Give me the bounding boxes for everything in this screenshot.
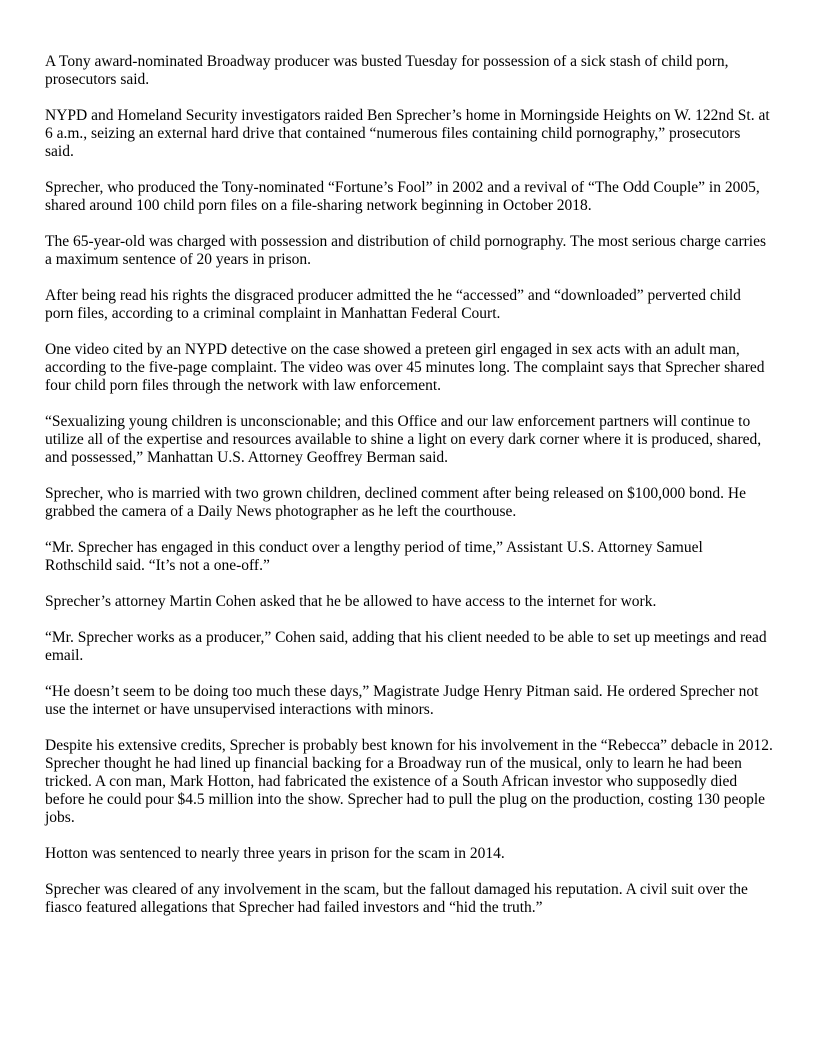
article-body (45, 53, 773, 935)
paragraph-10: Sprecher’s attorney Martin Cohen asked that he be allowed to have access to the internet for work. (45, 593, 657, 610)
paragraph-6: One video cited by an NYPD detective on the case showed a preteen girl engaged in sex acts with an adult man, according to the five-page complaint. The video was over 45 minutes long. The complaint says that Sprecher shared four child porn files through the network with law enforcement. (45, 341, 765, 394)
paragraph-1: A Tony award-nominated Broadway producer was busted Tuesday for possession of a sick stash of child porn, prosecutors said. (45, 53, 729, 88)
paragraph-7: “Sexualizing young children is unconscionable; and this Office and our law enforcement partners will continue to utilize all of the expertise and resources available to shine a light on every dark corner where it is produced, shared, and possessed,” Manhattan U.S. Attorney Geoffrey Berman said. (45, 413, 762, 466)
paragraph-15: Sprecher was cleared of any involvement in the scam, but the fallout damaged his reputation. A civil suit over the fiasco featured allegations that Sprecher had failed investors and “hid the truth.” (45, 881, 748, 916)
paragraph-9: “Mr. Sprecher has engaged in this conduct over a lengthy period of time,” Assistant U.S. Attorney Samuel Rothschild said. “It’s not a one-off.” (45, 539, 703, 574)
paragraph-5: After being read his rights the disgraced producer admitted the he “accessed” and “downloaded” perverted child porn files, according to a criminal complaint in Manhattan Federal Court. (45, 287, 741, 322)
paragraph-14: Hotton was sentenced to nearly three years in prison for the scam in 2014. (45, 845, 505, 862)
paragraph-3: Sprecher, who produced the Tony-nominated “Fortune’s Fool” in 2002 and a revival of “The Odd Couple” in 2005, shared around 100 child porn files on a file-sharing network beginning in October 2018. (45, 179, 760, 214)
paragraph-13: Despite his extensive credits, Sprecher is probably best known for his involvement in the “Rebecca” debacle in 2012. Sprecher thought he had lined up financial backing for a Broadway run of the musical, only to learn he had been tricked. A con man, Mark Hotton, had fabricated the existence of a South African investor who supposedly died before he could pour $4.5 million into the show. Sprecher had to pull the plug on the production, costing 130 people jobs. (45, 737, 773, 826)
paragraph-4: The 65-year-old was charged with possession and distribution of child pornography. The most serious charge carries a maximum sentence of 20 years in prison. (45, 233, 766, 268)
paragraph-12: “He doesn’t seem to be doing too much these days,” Magistrate Judge Henry Pitman said. He ordered Sprecher not use the internet or have unsupervised interactions with minors. (45, 683, 759, 718)
paragraph-2: NYPD and Homeland Security investigators raided Ben Sprecher’s home in Morningside Heights on W. 122nd St. at 6 a.m., seizing an external hard drive that contained “numerous files containing child pornography,” prosecutors said. (45, 107, 770, 160)
paragraph-8: Sprecher, who is married with two grown children, declined comment after being released on $100,000 bond. He grabbed the camera of a Daily News photographer as he left the courthouse. (45, 485, 746, 520)
paragraph-11: “Mr. Sprecher works as a producer,” Cohen said, adding that his client needed to be able to set up meetings and read email. (45, 629, 767, 664)
